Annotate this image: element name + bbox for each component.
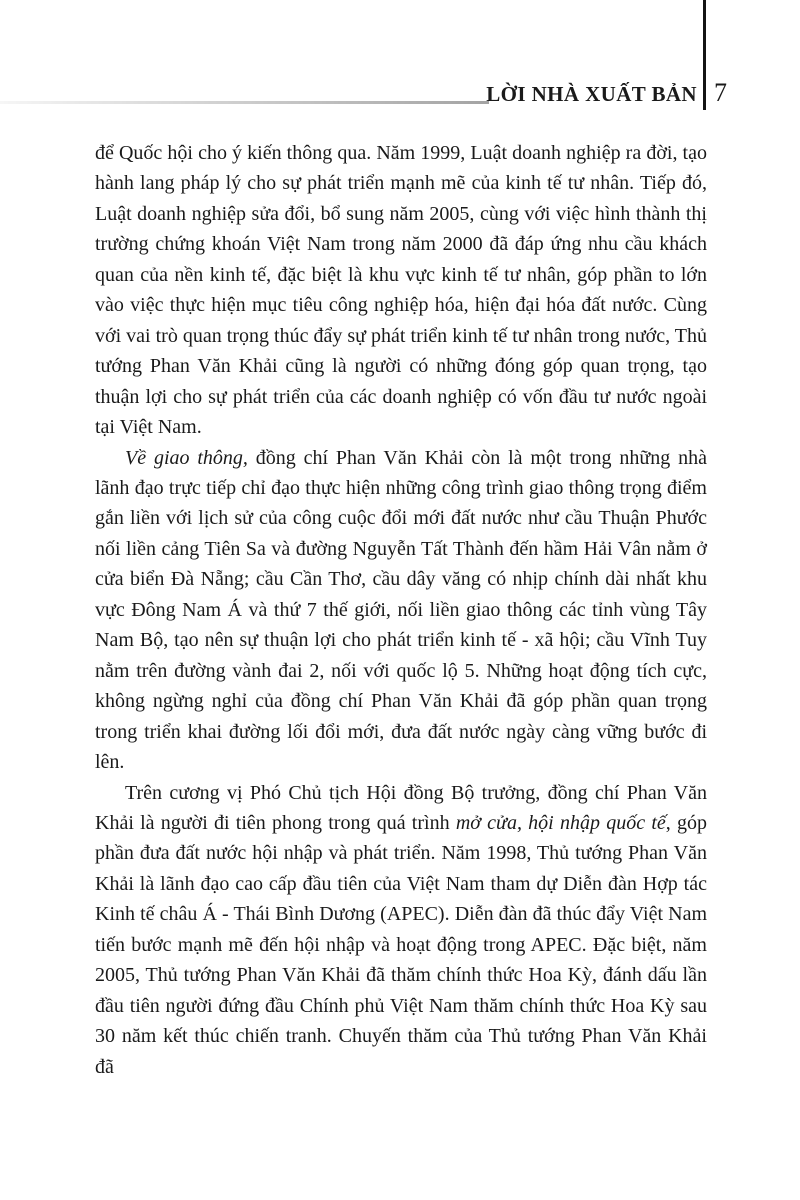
paragraph-segment-italic: mở cửa, hội nhập quốc tế (455, 811, 666, 834)
body-text (95, 138, 707, 1082)
paragraph-segment: để Quốc hội cho ý kiến thông qua. Năm 1999, Luật doanh nghiệp ra đời, tạo hành lang pháp lý cho sự phát triển mạnh mẽ của kinh tế tư nhân. Tiếp đó, Luật doanh nghiệp sửa đổi, bổ sung năm 2005, cùng với việc hình thành thị trường chứng khoán Việt Nam trong năm 2000 đã đáp ứng nhu cầu khách quan của nền kinh tế, đặc biệt là khu vực kinh tế tư nhân, góp phần to lớn vào việc thực hiện mục tiêu công nghiệp hóa, hiện đại hóa đất nước. Cùng với vai trò quan trọng thúc đẩy sự phát triển kinh tế tư nhân trong nước, Thủ tướng Phan Văn Khải cũng là người có những đóng góp quan trọng, tạo thuận lợi cho sự phát triển của các doanh nghiệp có vốn đầu tư nước ngoài tại Việt Nam. (95, 142, 707, 439)
paragraph-segment-italic: Về giao thông, (125, 446, 248, 469)
paragraph (95, 138, 707, 443)
paragraph-segment: Trên cương vị Phó Chủ tịch Hội đồng Bộ trưởng, đồng chí Phan Văn Khải là người đi tiên phong trong quá trình (95, 781, 707, 834)
paragraph-segment: đồng chí Phan Văn Khải còn là một trong những nhà lãnh đạo trực tiếp chỉ đạo thực hiện những công trình giao thông trọng điểm gắn liền với lịch sử của công cuộc đổi mới đất nước như cầu Thuận Phước nối liền cảng Tiên Sa và đường Nguyễn Tất Thành đến hầm Hải Vân nằm ở cửa biển Đà Nẵng; cầu Cần Thơ, cầu dây văng có nhịp chính dài nhất khu vực Đông Nam Á và thứ 7 thế giới, nối liền giao thông các tỉnh vùng Tây Nam Bộ, tạo nên sự thuận lợi cho phát triển kinh tế - xã hội; cầu Vĩnh Tuy nằm trên đường vành đai 2, nối với quốc lộ 5. Những hoạt động tích cực, không ngừng nghỉ của đồng chí Phan Văn Khải đã góp phần quan trọng trong triển khai đường lối đổi mới, đưa đất nước ngày càng vững bước đi lên. (95, 446, 707, 774)
paragraph (95, 443, 707, 778)
paragraph (95, 778, 707, 1083)
header-vertical-rule (703, 0, 706, 110)
paragraph-segment: , góp phần đưa đất nước hội nhập và phát triển. Năm 1998, Thủ tướng Phan Văn Khải là lãnh đạo cao cấp đầu tiên của Việt Nam tham dự Diễn đàn Hợp tác Kinh tế châu Á - Thái Bình Dương (APEC). Diễn đàn đã thúc đẩy Việt Nam tiến bước mạnh mẽ đến hội nhập và hoạt động trong APEC. Đặc biệt, năm 2005, Thủ tướng Phan Văn Khải đã thăm chính thức Hoa Kỳ, đánh dấu lần đầu tiên người đứng đầu Chính phủ Việt Nam thăm chính thức Hoa Kỳ sau 30 năm kết thúc chiến tranh. Chuyến thăm của Thủ tướng Phan Văn Khải đã (95, 811, 707, 1078)
running-header-title: LỜI NHÀ XUẤT BẢN (486, 82, 697, 106)
header-horizontal-rule (0, 101, 489, 104)
page-number: 7 (714, 78, 727, 107)
